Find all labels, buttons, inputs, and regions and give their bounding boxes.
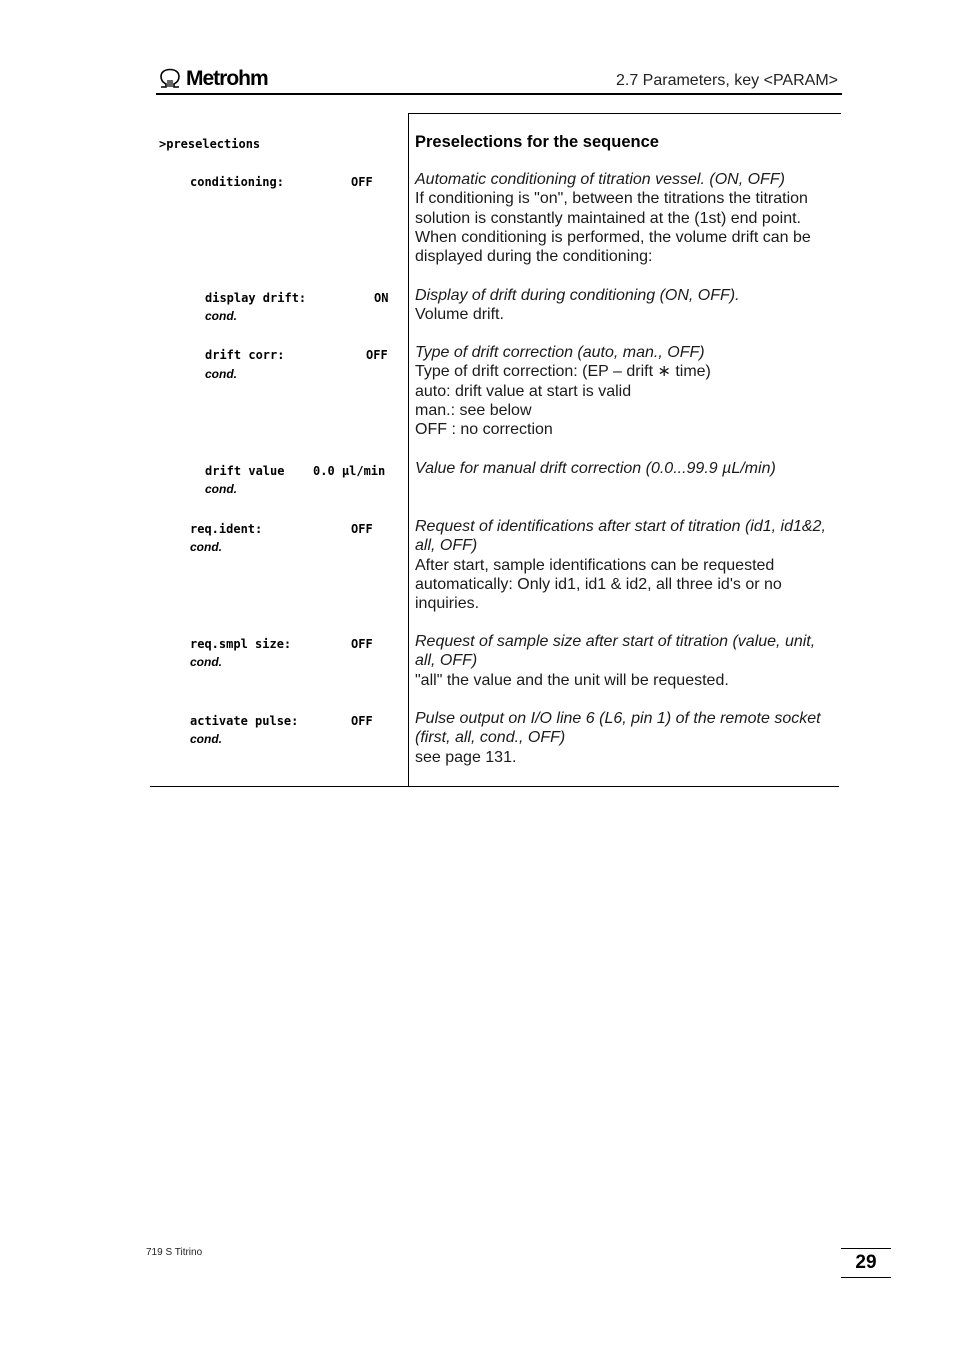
- value-drift-value: 0.0 µl/min: [313, 464, 386, 478]
- section-title: 2.7 Parameters, key <PARAM>: [615, 72, 838, 89]
- value-conditioning: OFF: [351, 175, 373, 189]
- metrohm-omega-icon: [158, 68, 182, 90]
- description-text: auto: drift value at start is valid: [415, 382, 632, 400]
- param-display-drift: display drift:: [205, 291, 307, 305]
- cond-label: cond.: [190, 655, 222, 669]
- description-text: see page 131.: [415, 748, 517, 766]
- cond-label: cond.: [205, 367, 237, 381]
- description-activate-pulse: [415, 709, 840, 767]
- param-activate-pulse: activate pulse:: [190, 714, 299, 728]
- value-activate-pulse: OFF: [351, 714, 373, 728]
- param-req-ident: req.ident:: [190, 522, 263, 536]
- description-text: OFF : no correction: [415, 421, 553, 439]
- value-req-smpl-size: OFF: [351, 637, 373, 651]
- description-text: After start, sample identifications can be requested automatically: Only id1, id1 & id2, all three id's or no inquiries.: [415, 556, 782, 613]
- description-italic: Display of drift during conditioning (ON, OFF).: [415, 287, 740, 304]
- value-req-ident: OFF: [351, 522, 373, 536]
- description-text: Volume drift.: [415, 306, 504, 324]
- metrohm-logo: [158, 66, 268, 92]
- page-number: 29: [841, 1248, 891, 1278]
- description-req-ident: [415, 517, 840, 613]
- value-drift-corr: OFF: [366, 348, 388, 362]
- cond-label: cond.: [190, 540, 222, 554]
- description-drift-value: [415, 459, 840, 478]
- header-divider: [156, 93, 842, 95]
- param-conditioning: conditioning:: [190, 175, 284, 189]
- description-text: "all" the value and the unit will be requested.: [415, 671, 729, 689]
- table-top-rule: [409, 113, 841, 114]
- cond-label: cond.: [205, 482, 237, 496]
- description-drift-corr: [415, 343, 840, 439]
- section-heading: Preselections for the sequence: [415, 133, 659, 151]
- value-display-drift: ON: [374, 291, 389, 305]
- brand-name: Metrohm: [186, 67, 268, 90]
- cond-label: cond.: [205, 309, 237, 323]
- description-italic: Automatic conditioning of titration vessel. (ON, OFF): [415, 171, 785, 188]
- description-req-smpl-size: [415, 632, 840, 690]
- param-preselections: >preselections: [159, 137, 261, 151]
- description-text: man.: see below: [415, 401, 532, 419]
- description-italic: Request of sample size after start of titration (value, unit, all, OFF): [415, 633, 816, 670]
- cond-label: cond.: [190, 732, 222, 746]
- description-preselections: [415, 133, 840, 152]
- description-text: Type of drift correction: (EP – drift ∗ time): [415, 363, 711, 381]
- table-bottom-rule: [150, 786, 839, 787]
- param-drift-corr: drift corr:: [205, 348, 285, 362]
- param-req-smpl-size: req.smpl size:: [190, 637, 292, 651]
- description-display-drift: [415, 286, 840, 325]
- param-drift-value: drift value: [205, 464, 285, 478]
- product-name: 719 S Titrino: [146, 1247, 203, 1258]
- description-italic: Pulse output on I/O line 6 (L6, pin 1) of the remote socket (first, all, cond., OFF): [415, 710, 821, 747]
- description-italic: Value for manual drift correction (0.0...99.9 µL/min): [415, 460, 776, 477]
- description-text: If conditioning is "on", between the titrations the titration solution is constantly maintained at the (1st) end point. When conditioning is performed, the volume drift can be displayed during the conditioning:: [415, 190, 811, 266]
- description-italic: Type of drift correction (auto, man., OFF): [415, 344, 705, 361]
- description-italic: Request of identifications after start of titration (id1, id1&2, all, OFF): [415, 518, 826, 555]
- description-conditioning: [415, 170, 840, 266]
- table-column-divider: [408, 113, 409, 787]
